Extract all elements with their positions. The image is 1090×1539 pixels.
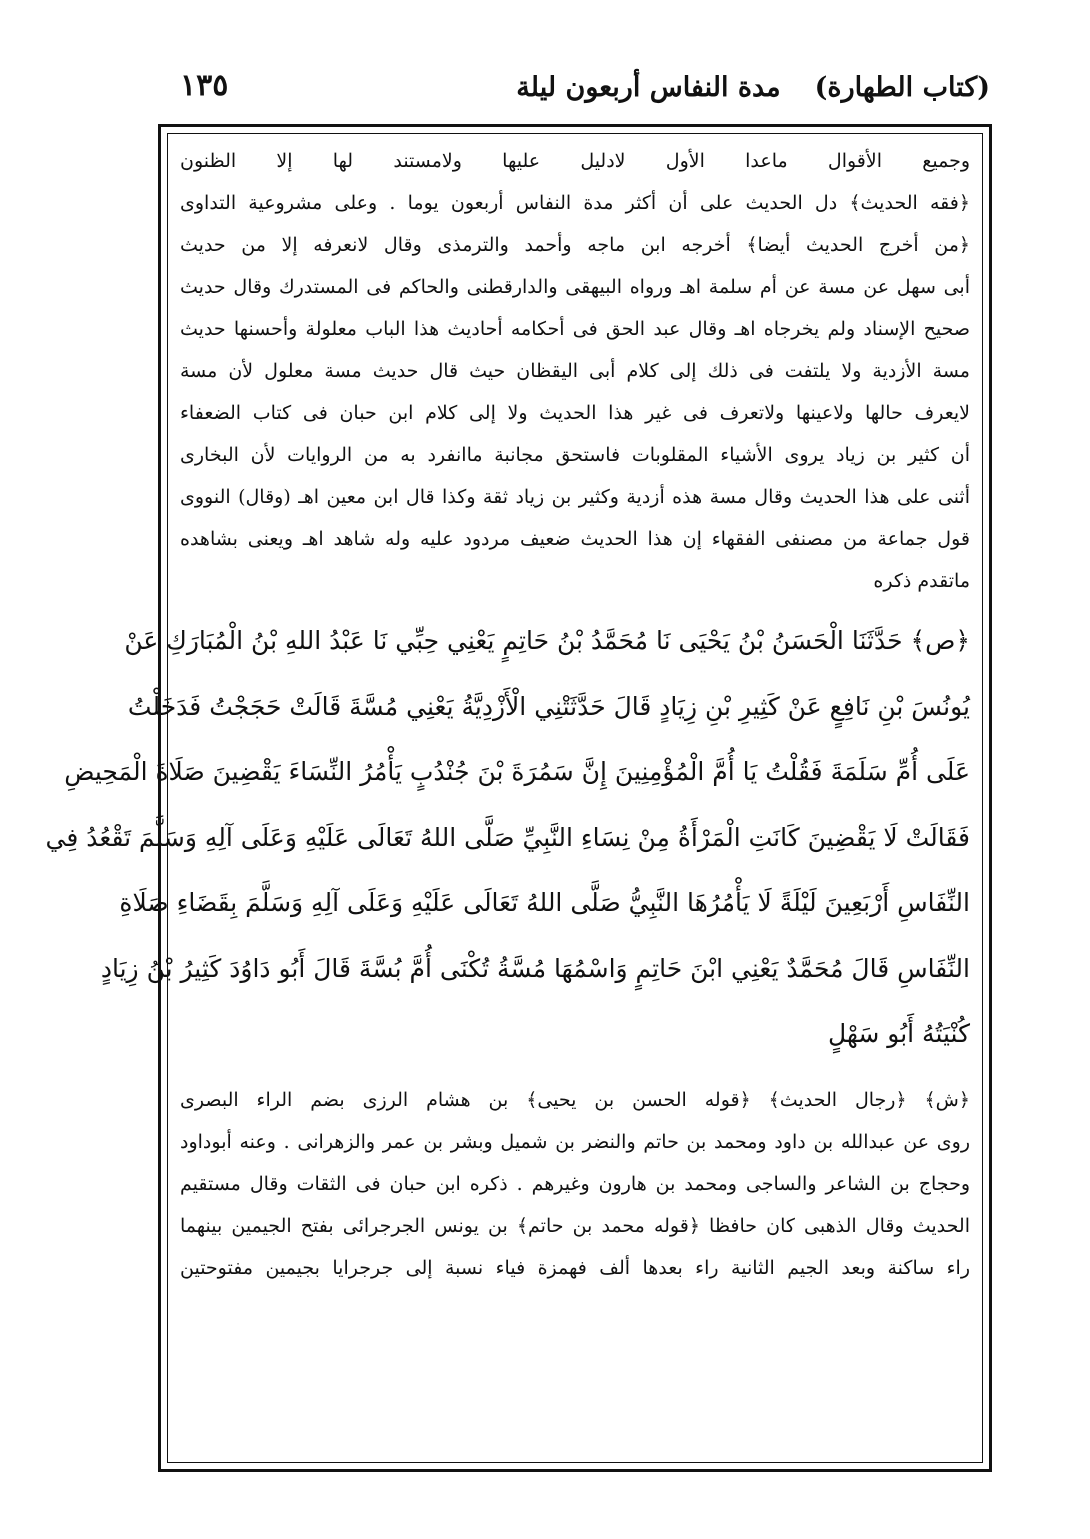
text-line: الحديث وقال الذهبى كان حافظا ﴿قوله محمد بن حاتم﴾ بن يونس الجرجرائى بفتح الجيمين بينهما bbox=[180, 1214, 970, 1237]
hadith-line: عَلَى أُمِّ سَلَمَةَ فَقُلْتُ يَا أُمَّ الْمُؤْمِنِينَ إِنَّ سَمُرَةَ بْنَ جُنْدُبٍ يَأْمُرُ النِّسَاءَ يَقْضِينَ صَلَاةَ الْمَحِيضِ bbox=[64, 757, 970, 786]
section-subtitle: مدة النفاس أربعون ليلة bbox=[516, 71, 781, 103]
text-line: وحجاج بن الشاعر والساجى ومحمد بن هارون وغيرهم . ذكره ابن حبان فى الثقات وقال مستقيم bbox=[180, 1172, 970, 1195]
hadith-line: فَقَالَتْ لَا يَقْضِينَ كَانَتِ الْمَرْأَةُ مِنْ نِسَاءِ النَّبِيِّ صَلَّى اللهُ تَعَالَى عَلَيْهِ وَعَلَى آلِهِ وَسَلَّمَ تَقْعُدُ فِي bbox=[45, 822, 970, 852]
hadith-line: النِّفَاسِ أَرْبَعِينَ لَيْلَةً لَا يَأْمُرُهَا النَّبِيُّ صَلَّى اللهُ تَعَالَى عَلَيْهِ وَعَلَى آلِهِ وَسَلَّمَ بِقَضَاءِ صَلَاةِ bbox=[119, 888, 970, 917]
page-number: ١٣٥ bbox=[180, 68, 229, 103]
hadith-line: النِّفَاسِ قَالَ مُحَمَّدٌ يَعْنِي ابْنَ حَاتِمٍ وَاسْمُهَا مُسَّةُ تُكْنَى أُمَّ بُسَّةَ قَالَ أَبُو دَاوُدَ كَثِيرُ بْنُ زِيَادٍ bbox=[100, 953, 970, 983]
hadith-line: يُونُسَ بْنِ نَافِعٍ عَنْ كَثِيرِ بْنِ زِيَادٍ قَالَ حَدَّثَتْنِي الْأَزْدِيَّةُ يَعْنِي مُسَّةَ قَالَتْ حَجَجْتُ فَدَخَلْتُ bbox=[127, 691, 970, 721]
text-line: ﴿فقه الحديث﴾ دل الحديث على أن أكثر مدة النفاس أربعون يوما . وعلى مشروعية التداوى bbox=[180, 192, 970, 214]
commentary-block bbox=[180, 140, 970, 602]
text-line: ﴿من أخرج الحديث أيضا﴾ أخرجه ابن ماجه وأحمد والترمذى وقال لانعرفه إلا من حديث bbox=[180, 234, 970, 256]
page-header bbox=[160, 62, 990, 112]
text-line: أثنى على هذا الحديث وقال مسة هذه أزدية وكثير بن زياد ثقة وكذا قال ابن معين اهـ (وقال) النووى bbox=[180, 486, 970, 508]
sharh-block bbox=[180, 1079, 970, 1289]
text-line: راء ساكنة وبعد الجيم الثانية راء بعدها ألف فهمزة فياء نسبة إلى جرجرايا بجيمين مفتوحتين bbox=[180, 1256, 970, 1279]
text-line: أن كثير بن زياد يروى الأشياء المقلوبات فاستحق مجانبة ماانفرد به من الروايات لأن البخارى bbox=[180, 444, 970, 466]
text-line: ﴿ش﴾ ﴿رجال الحديث﴾ ﴿قوله الحسن بن يحيى﴾ بن هشام الرزى بضم الراء البصرى bbox=[180, 1088, 970, 1111]
text-line: صحيح الإسناد ولم يخرجاه اهـ وقال عبد الحق فى أحكامه أحاديث هذا الباب معلولة وأحسنها حديث bbox=[180, 318, 970, 340]
page-body bbox=[45, 140, 970, 1450]
text-line: قول جماعة من مصنفى الفقهاء إن هذا الحديث ضعيف مردود عليه وله شاهد اهـ ويعنى بشاهده bbox=[180, 528, 970, 550]
text-line: مسة الأزدية ولا يلتفت فى ذلك إلى كلام أبى اليقظان حيث قال حديث مسة معلول لأن مسة bbox=[180, 360, 970, 382]
text-line: روى عن عبدالله بن داود ومحمد بن حاتم والنضر بن شميل وبشر بن عمر والزهرانى . وعنه أبوداود bbox=[180, 1130, 970, 1153]
hadith-line: كُنْيَتُهُ أَبُو سَهْلٍ bbox=[827, 1019, 970, 1048]
book-chapter-title: (كتاب الطهارة) bbox=[814, 71, 990, 103]
text-line: أبى سهل عن مسة عن أم سلمة اهـ ورواه البيهقى والدارقطنى والحاكم فى المستدرك وقال حديث bbox=[180, 276, 970, 298]
text-line: ماتقدم ذكره bbox=[873, 570, 970, 592]
hadith-line: ﴿ص﴾ حَدَّثَنَا الْحَسَنُ بْنُ يَحْيَى نَا مُحَمَّدُ بْنُ حَاتِمٍ يَعْنِي حِبِّي نَا عَبْدُ اللهِ بْنُ الْمُبَارَكِ عَنْ bbox=[124, 626, 970, 655]
text-line: لايعرف حالها ولاعينها ولاتعرف فى غير هذا الحديث ولا إلى كلام ابن حبان فى كتاب الضعفاء bbox=[180, 402, 970, 424]
hadith-text-block bbox=[45, 608, 970, 1067]
text-line: وجميع الأقوال ماعدا الأول لادليل عليها ولامستند لها إلا الظنون bbox=[180, 150, 970, 172]
